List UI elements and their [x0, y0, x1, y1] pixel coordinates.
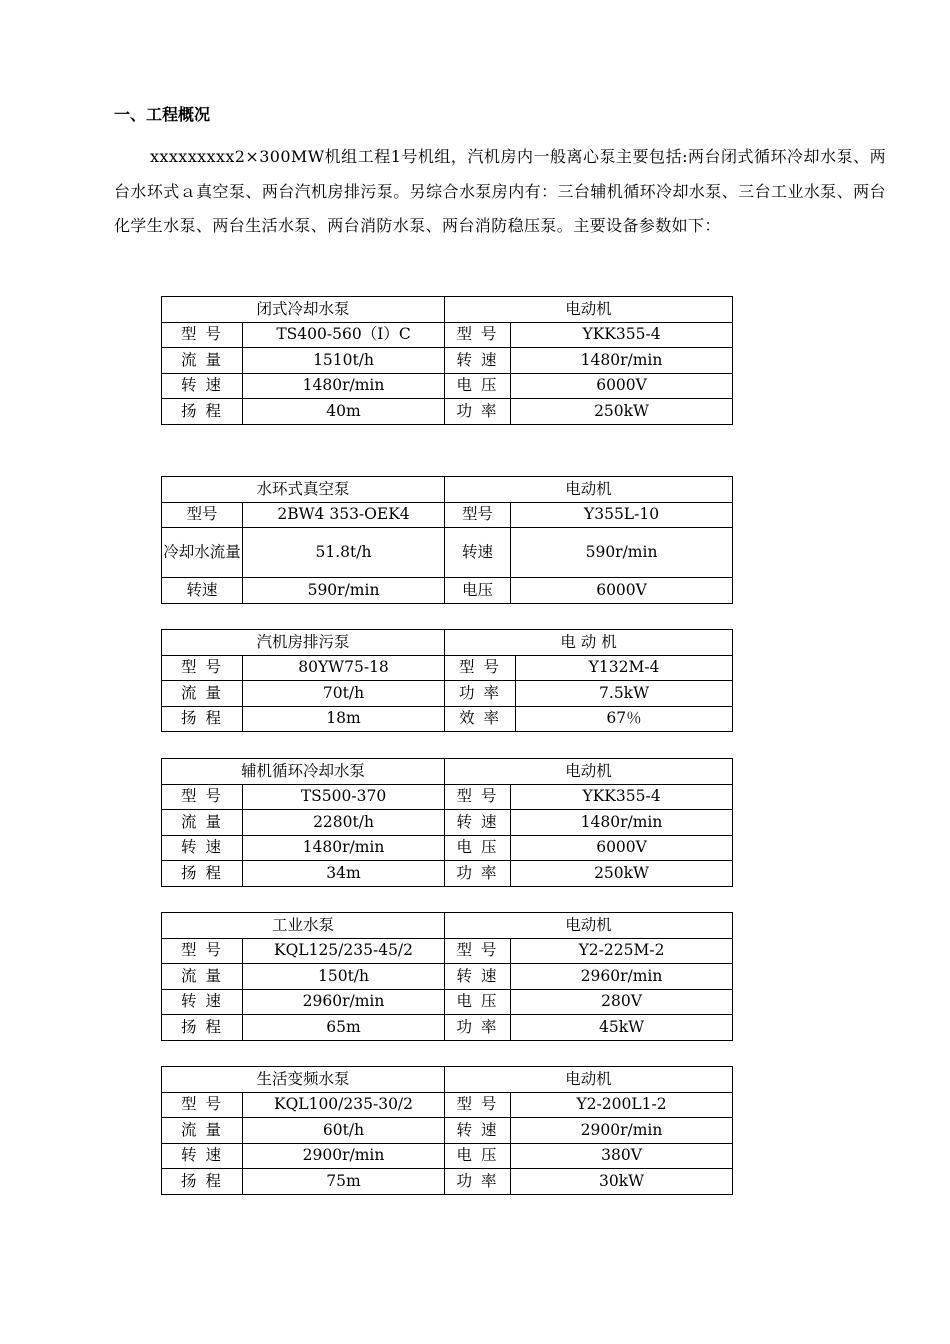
pump-param-label: 扬 程 [162, 1169, 243, 1195]
motor-param-label: 功 率 [445, 1169, 511, 1195]
pump-title: 辅机循环冷却水泵 [162, 759, 445, 785]
pump-param-label: 型 号 [162, 938, 243, 964]
table-header-row [162, 759, 733, 785]
motor-param-label: 电压 [445, 578, 511, 604]
motor-param-label: 效 率 [445, 706, 516, 732]
motor-param-label: 转速 [445, 528, 511, 578]
motor-param-value: 2900r/min [511, 1118, 733, 1144]
pump-title: 生活变频水泵 [162, 1067, 445, 1093]
motor-param-label: 转 速 [445, 964, 511, 990]
pump-param-label: 扬 程 [162, 1015, 243, 1041]
table-row [162, 810, 733, 836]
table-row [162, 399, 733, 425]
pump-param-value: 80YW75-18 [243, 655, 445, 681]
table-row [162, 373, 733, 399]
motor-title: 电动机 [445, 477, 733, 503]
table-row [162, 964, 733, 990]
motor-param-label: 型 号 [445, 1092, 511, 1118]
pump-param-value: 2960r/min [243, 989, 445, 1015]
pump-param-label: 转 速 [162, 1143, 243, 1169]
spec-table-closed-cooling-pump [161, 296, 733, 425]
spec-table-vacuum-pump [161, 476, 733, 604]
motor-param-label: 转 速 [445, 348, 511, 374]
motor-title: 电 动 机 [445, 630, 733, 656]
pump-param-value: 2BW4 353-OEK4 [243, 502, 445, 528]
pump-title: 闭式冷却水泵 [162, 297, 445, 323]
motor-param-value: 250kW [511, 399, 733, 425]
pump-param-value: 70t/h [243, 681, 445, 707]
motor-param-value: YKK355-4 [511, 784, 733, 810]
pump-param-value: 40m [243, 399, 445, 425]
motor-param-value: 1480r/min [511, 810, 733, 836]
motor-param-value: 30kW [511, 1169, 733, 1195]
table-row [162, 938, 733, 964]
pump-param-value: 2900r/min [243, 1143, 445, 1169]
table-row [162, 681, 733, 707]
pump-param-label: 型 号 [162, 655, 243, 681]
motor-param-label: 型 号 [445, 655, 516, 681]
pump-param-label: 扬 程 [162, 706, 243, 732]
table-row [162, 348, 733, 374]
motor-title: 电动机 [445, 759, 733, 785]
pump-param-value: TS400-560（I）C [243, 322, 445, 348]
pump-param-value: 18m [243, 706, 445, 732]
motor-param-value: 280V [511, 989, 733, 1015]
table-header-row [162, 1067, 733, 1093]
motor-param-label: 电 压 [445, 835, 511, 861]
motor-param-value: 6000V [511, 373, 733, 399]
pump-param-label: 流 量 [162, 681, 243, 707]
motor-title: 电动机 [445, 297, 733, 323]
pump-param-label: 型 号 [162, 1092, 243, 1118]
pump-title: 汽机房排污泵 [162, 630, 445, 656]
motor-param-label: 型 号 [445, 322, 511, 348]
motor-param-value: 45kW [511, 1015, 733, 1041]
motor-param-label: 功 率 [445, 681, 516, 707]
motor-param-value: Y2-200L1-2 [511, 1092, 733, 1118]
pump-param-label: 转 速 [162, 835, 243, 861]
table-row [162, 1015, 733, 1041]
pump-param-value: 150t/h [243, 964, 445, 990]
motor-param-label: 转 速 [445, 1118, 511, 1144]
table-row [162, 528, 733, 578]
motor-param-label: 型 号 [445, 784, 511, 810]
motor-param-value: Y2-225M-2 [511, 938, 733, 964]
motor-param-label: 功 率 [445, 861, 511, 887]
pump-title: 水环式真空泵 [162, 477, 445, 503]
motor-param-label: 功 率 [445, 1015, 511, 1041]
table-row [162, 502, 733, 528]
motor-param-label: 电 压 [445, 1143, 511, 1169]
motor-param-value: 250kW [511, 861, 733, 887]
pump-param-value: 60t/h [243, 1118, 445, 1144]
pump-param-label: 冷却水流量 [162, 528, 243, 578]
pump-param-value: 75m [243, 1169, 445, 1195]
motor-param-value: 380V [511, 1143, 733, 1169]
motor-param-value: 6000V [511, 578, 733, 604]
table-row [162, 835, 733, 861]
table-row [162, 706, 733, 732]
motor-title: 电动机 [445, 913, 733, 939]
pump-param-label: 扬 程 [162, 861, 243, 887]
table-row [162, 322, 733, 348]
intro-paragraph: xxxxxxxxx2×300MW机组工程1号机组，汽机房内一般离心泵主要包括:两台闭式循环冷却水泵、两台水环式ａ真空泵、两台汽机房排污泵。另综合水泵房内有：三台辅机循环冷却水泵、三台工业水泵、两台化学生水泵、两台生活水泵、两台消防水泵、两台消防稳压泵。主要设备参数如下： [114, 147, 886, 235]
pump-param-value: 1480r/min [243, 835, 445, 861]
table-row [162, 578, 733, 604]
motor-param-label: 型 号 [445, 938, 511, 964]
pump-param-value: 51.8t/h [243, 528, 445, 578]
motor-param-label: 功 率 [445, 399, 511, 425]
table-row [162, 1118, 733, 1144]
motor-param-value: 1480r/min [511, 348, 733, 374]
pump-param-value: TS500-370 [243, 784, 445, 810]
motor-param-value: 2960r/min [511, 964, 733, 990]
pump-param-label: 流 量 [162, 810, 243, 836]
table-row [162, 784, 733, 810]
pump-param-value: 65m [243, 1015, 445, 1041]
table-row [162, 1169, 733, 1195]
motor-param-value: Y355L-10 [511, 502, 733, 528]
spec-table-domestic-vfd-pump [161, 1066, 733, 1195]
table-header-row [162, 913, 733, 939]
table-row [162, 861, 733, 887]
pump-param-label: 转 速 [162, 989, 243, 1015]
spec-table-aux-cooling-pump [161, 758, 733, 887]
pump-param-value: 1480r/min [243, 373, 445, 399]
pump-param-label: 流 量 [162, 1118, 243, 1144]
pump-param-value: 2280t/h [243, 810, 445, 836]
table-row [162, 1092, 733, 1118]
pump-param-label: 型 号 [162, 322, 243, 348]
motor-param-value: YKK355-4 [511, 322, 733, 348]
pump-param-value: KQL100/235-30/2 [243, 1092, 445, 1118]
table-header-row [162, 477, 733, 503]
pump-param-value: 34m [243, 861, 445, 887]
pump-param-label: 流 量 [162, 964, 243, 990]
section-title: 一、工程概况 [114, 105, 211, 124]
motor-param-label: 型号 [445, 502, 511, 528]
motor-param-value: 590r/min [511, 528, 733, 578]
table-row [162, 989, 733, 1015]
motor-param-value: 67％ [516, 706, 733, 732]
pump-param-value: 590r/min [243, 578, 445, 604]
motor-title: 电动机 [445, 1067, 733, 1093]
pump-title: 工业水泵 [162, 913, 445, 939]
motor-param-value: Y132M-4 [516, 655, 733, 681]
pump-param-label: 扬 程 [162, 399, 243, 425]
spec-table-drain-pump [161, 629, 733, 732]
motor-param-label: 电 压 [445, 989, 511, 1015]
spec-table-industrial-pump [161, 912, 733, 1041]
motor-param-label: 转 速 [445, 810, 511, 836]
motor-param-label: 电 压 [445, 373, 511, 399]
table-row [162, 655, 733, 681]
pump-param-label: 型号 [162, 502, 243, 528]
pump-param-value: 1510t/h [243, 348, 445, 374]
table-header-row [162, 297, 733, 323]
pump-param-label: 型 号 [162, 784, 243, 810]
table-header-row [162, 630, 733, 656]
motor-param-value: 7.5kW [516, 681, 733, 707]
table-row [162, 1143, 733, 1169]
pump-param-label: 转 速 [162, 373, 243, 399]
pump-param-label: 转速 [162, 578, 243, 604]
pump-param-label: 流 量 [162, 348, 243, 374]
pump-param-value: KQL125/235-45/2 [243, 938, 445, 964]
motor-param-value: 6000V [511, 835, 733, 861]
